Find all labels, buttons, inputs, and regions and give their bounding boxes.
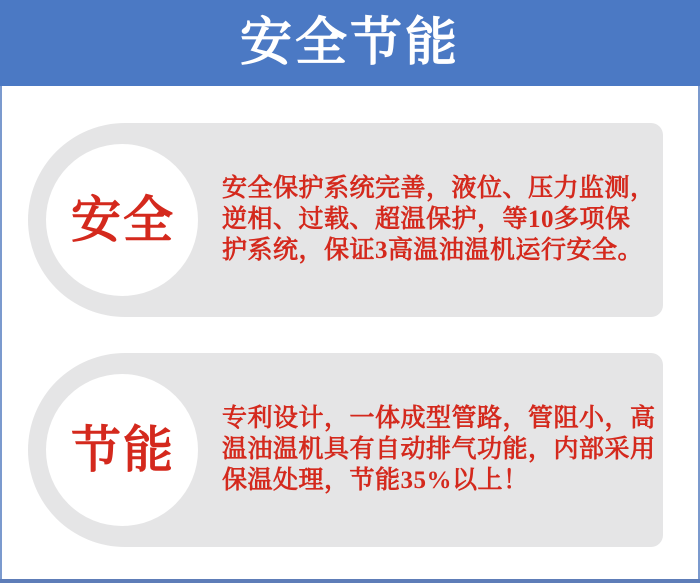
header-banner: [0, 0, 700, 86]
energy-body-text: [222, 403, 656, 496]
energy-badge-label: 节能: [71, 422, 175, 478]
section-energy-saving: [28, 353, 663, 547]
safety-badge-circle: [46, 144, 198, 296]
body-line: 保温处理，节能35%以上！: [222, 467, 529, 494]
body-line: 专利设计，一体成型管路，管阻小，高: [222, 405, 656, 432]
body-line: 安全保护系统完善，液位、压力监测，: [222, 175, 656, 202]
body-line: 温油温机具有自动排气功能，内部采用: [222, 436, 656, 463]
left-border: [0, 86, 2, 580]
safety-body-text: [222, 173, 656, 266]
section-safety: [28, 123, 663, 317]
body-line: 逆相、过载、超温保护，等10多项保: [222, 206, 631, 233]
body-line: 护系统，保证3高温油温机运行安全。: [222, 237, 644, 264]
energy-badge-circle: [46, 374, 198, 526]
bottom-border-bar: [0, 579, 700, 583]
safety-badge-label: 安全: [71, 192, 175, 248]
page-title: 安全节能: [239, 15, 460, 72]
